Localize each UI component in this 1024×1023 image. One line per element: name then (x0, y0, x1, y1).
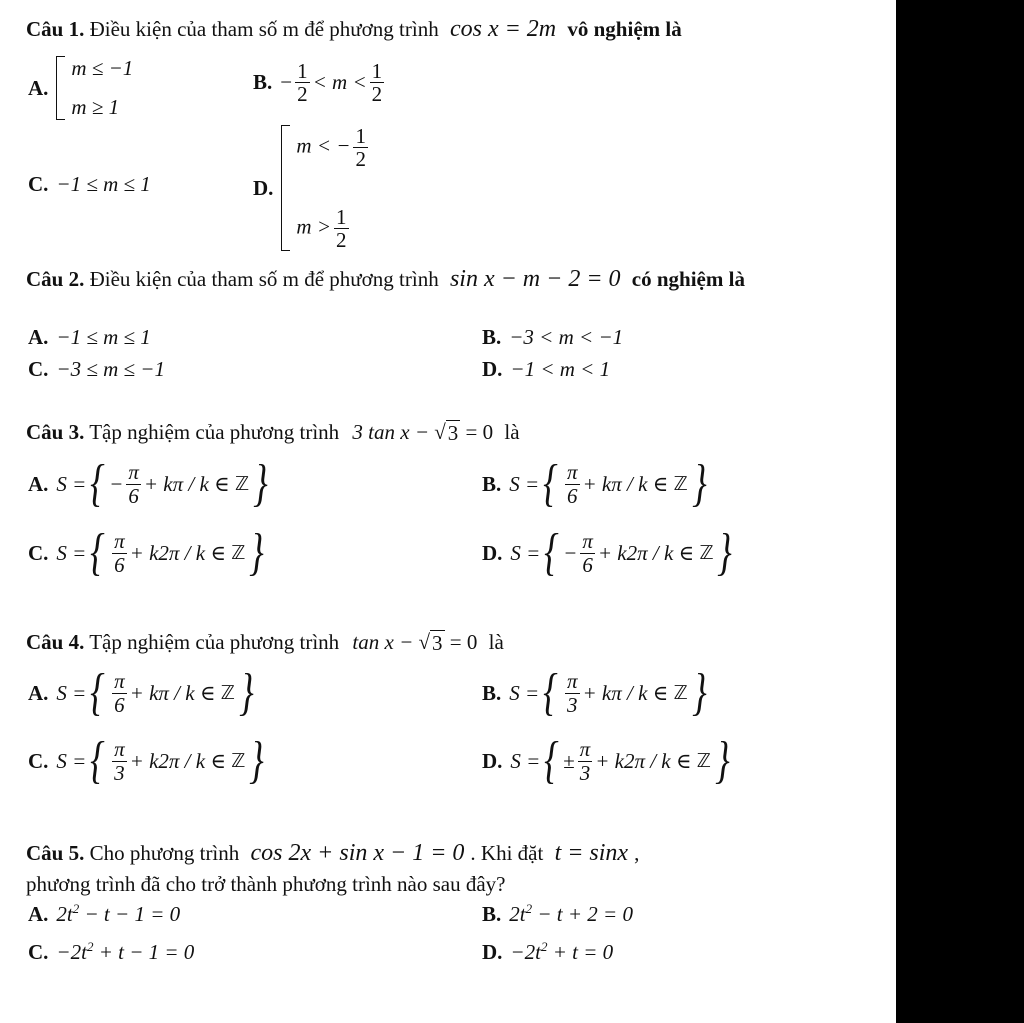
q1-d-row2: m > (296, 214, 332, 239)
q5-option-d[interactable]: D. $-2t^2 + t = 0$ (482, 939, 614, 964)
q5-b-label: B. (482, 901, 502, 926)
q5-label: Câu 5. (26, 841, 85, 865)
q1-b-mid: < m < (312, 70, 367, 95)
q2-c-label: C. (28, 357, 49, 381)
q1-text: Điều kiện của tham số m để phương trình (89, 17, 439, 41)
q2-equation: sin x − m − 2 = 0 (449, 266, 621, 292)
q3-stem (26, 420, 520, 446)
q1-equation: cos x = 2m (449, 16, 557, 42)
q4-b-label: B. (482, 680, 502, 705)
q1-label: Câu 1. (26, 17, 85, 41)
q4-label: Câu 4. (26, 630, 85, 654)
q5-a-label: A. (28, 901, 49, 926)
q3-eq-radicand: 3 (447, 421, 459, 445)
q4-a-label: A. (28, 680, 49, 705)
right-black-border (896, 0, 1024, 1023)
q4-text: Tập nghiệm của phương trình (89, 630, 340, 654)
sqrt-icon: √ 3 (418, 630, 443, 655)
q5-equation: cos 2x + sin x − 1 = 0 (250, 840, 465, 866)
q4-option-c[interactable]: C. S = { $\frac{\pi}{3}$ + k2π / k ∈ ℤ } (28, 732, 264, 789)
q1-c-label: C. (28, 172, 49, 196)
q4-eq-post: = 0 (449, 630, 478, 654)
q1-option-b[interactable] (253, 60, 387, 105)
q3-a-label: A. (28, 471, 49, 496)
q1-d-row1: m < − (296, 133, 351, 158)
q2-tail: có nghiệm là (631, 267, 745, 291)
q2-a-expr: −1 ≤ m ≤ 1 (56, 325, 151, 349)
q3-option-a[interactable]: A. S = { − $\frac{\pi}{6}$ + kπ / k ∈ ℤ } (28, 455, 268, 512)
q5-option-b[interactable]: B. $2t^2 - t + 2 = 0$ (482, 901, 633, 926)
q5-comma: , (634, 841, 640, 865)
q4-eq-pre: tan x − (352, 630, 414, 654)
q3-eq-pre: 3 tan x − (352, 420, 429, 444)
q4-option-b[interactable]: B. S = { $\frac{\pi}{3}$ + kπ / k ∈ ℤ } (482, 664, 707, 721)
q3-tail: là (504, 420, 520, 444)
q1-b-label: B. (253, 70, 273, 95)
q3-option-d[interactable]: D. S = { − $\frac{\pi}{6}$ + k2π / k ∈ ℤ } (482, 524, 733, 581)
bracket-icon (281, 125, 290, 251)
q3-d-label: D. (482, 540, 503, 565)
q4-c-label: C. (28, 748, 49, 773)
q5-d-label: D. (482, 939, 503, 964)
q2-a-label: A. (28, 325, 49, 349)
q3-eq-post: = 0 (465, 420, 494, 444)
sqrt-icon: √ 3 (434, 420, 459, 445)
q2-option-a[interactable] (28, 325, 151, 350)
q5-text: Cho phương trình (89, 841, 240, 865)
q5-substitution: t = sinx (554, 840, 629, 866)
q3-text: Tập nghiệm của phương trình (89, 420, 340, 444)
q4-tail: là (488, 630, 504, 654)
q1-d-system: m < − $\frac{1}{2}$ m > $\frac{1}{2}$ (281, 125, 371, 251)
q1-option-c[interactable] (28, 172, 151, 197)
q4-stem (26, 630, 504, 656)
q5-option-a[interactable]: A. $2t^2 - t - 1 = 0$ (28, 901, 181, 926)
q2-text: Điều kiện của tham số m để phương trình (89, 267, 439, 291)
q4-d-label: D. (482, 748, 503, 773)
q2-option-b[interactable] (482, 325, 623, 350)
q1-a-label: A. (28, 75, 49, 100)
q1-tail: vô nghiệm là (567, 17, 682, 41)
q2-label: Câu 2. (26, 267, 85, 291)
q5-stem (26, 840, 639, 867)
q5-mid: . Khi đặt (470, 841, 544, 865)
q1-c-expr: −1 ≤ m ≤ 1 (56, 172, 151, 196)
q1-option-a[interactable] (28, 56, 133, 120)
q3-option-b[interactable]: B. S = { $\frac{\pi}{6}$ + kπ / k ∈ ℤ } (482, 455, 707, 512)
q3-c-label: C. (28, 540, 49, 565)
q1-b-frac2: $\frac{1}{2}$ (371, 59, 383, 107)
q2-option-c[interactable] (28, 357, 165, 382)
q2-d-label: D. (482, 357, 503, 381)
q3-label: Câu 3. (26, 420, 85, 444)
q1-option-d[interactable] (253, 124, 371, 252)
q4-option-a[interactable]: A. S = { $\frac{\pi}{6}$ + kπ / k ∈ ℤ } (28, 664, 254, 721)
q3-b-label: B. (482, 471, 502, 496)
q4-eq-radicand: 3 (432, 631, 443, 655)
q2-d-expr: −1 < m < 1 (510, 357, 611, 381)
q2-b-label: B. (482, 325, 502, 349)
bracket-icon (56, 56, 65, 120)
q2-c-expr: −3 ≤ m ≤ −1 (56, 357, 165, 381)
q1-b-frac1: $\frac{1}{2}$ (297, 59, 308, 107)
q1-a-row1: m ≤ −1 (71, 56, 134, 80)
q1-d-label: D. (253, 175, 274, 200)
q5-c-label: C. (28, 939, 49, 964)
q1-stem (26, 16, 682, 43)
q1-a-row2: m ≥ 1 (71, 95, 120, 119)
q2-stem (26, 266, 745, 293)
q5-stem-line2 (26, 872, 505, 897)
q1-b-sign: − (280, 70, 293, 95)
q4-option-d[interactable]: D. S = { ± $\frac{\pi}{3}$ + k2π / k ∈ ℤ } (482, 732, 730, 789)
q5-line2: phương trình đã cho trở thành phương trình nào sau đây? (26, 872, 506, 896)
q1-a-system (56, 56, 133, 120)
q3-option-c[interactable]: C. S = { $\frac{\pi}{6}$ + k2π / k ∈ ℤ } (28, 524, 264, 581)
q2-option-d[interactable] (482, 357, 610, 382)
q2-b-expr: −3 < m < −1 (509, 325, 624, 349)
q5-option-c[interactable]: C. $-2t^2 + t - 1 = 0$ (28, 939, 195, 964)
